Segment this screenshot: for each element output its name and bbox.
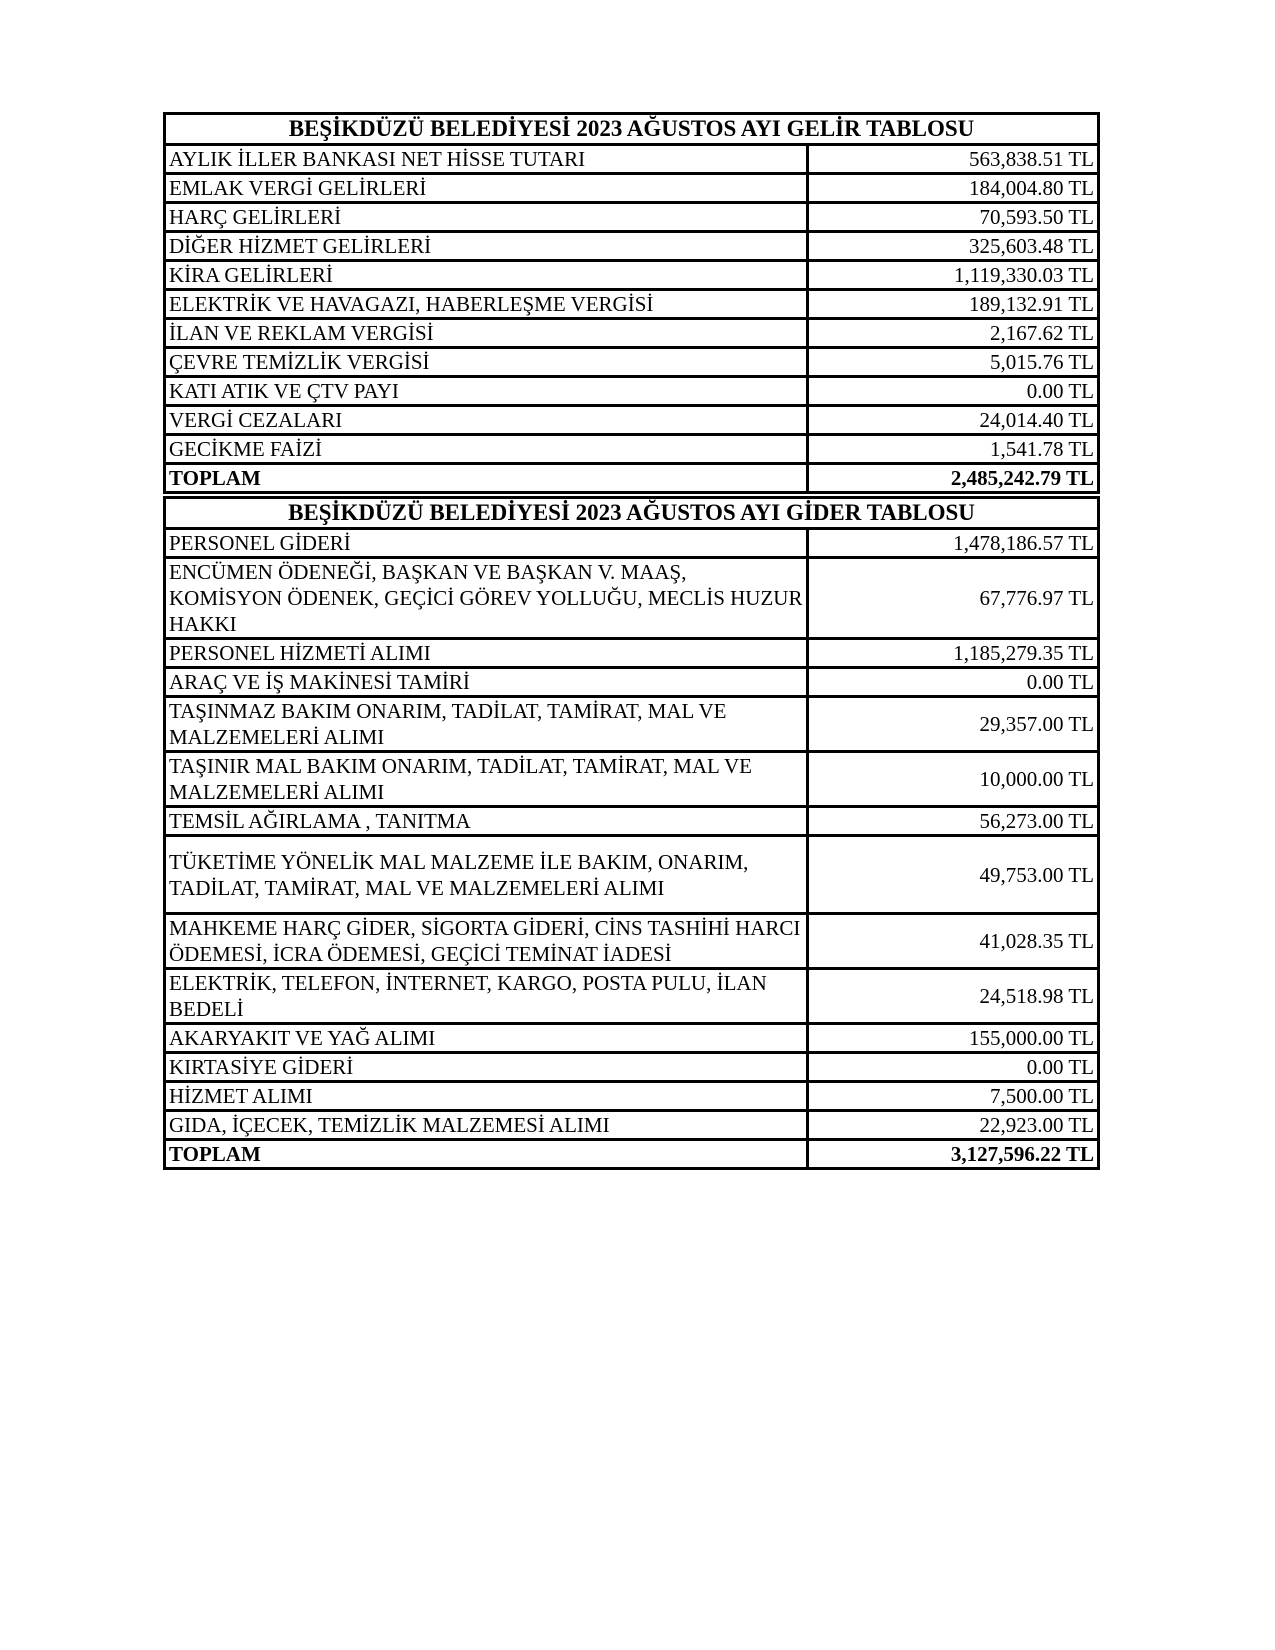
expense-row	[165, 836, 1099, 914]
expense-row	[165, 1053, 1099, 1082]
income-row	[165, 319, 1099, 348]
income-row	[165, 290, 1099, 319]
income-row-label: KATI ATIK VE ÇTV PAYI	[165, 377, 808, 406]
expense-table-body	[165, 529, 1099, 1140]
expense-row-amount: 29,357.00 TL	[808, 697, 1099, 752]
income-row-amount: 70,593.50 TL	[808, 203, 1099, 232]
income-row	[165, 232, 1099, 261]
expense-row-label: TÜKETİME YÖNELİK MAL MALZEME İLE BAKIM, ONARIM, TADİLAT, TAMİRAT, MAL VE MALZEMELERİ ALIMI	[165, 836, 808, 914]
income-row-label: EMLAK VERGİ GELİRLERİ	[165, 174, 808, 203]
expense-row	[165, 1082, 1099, 1111]
income-total-row	[165, 464, 1099, 493]
income-total-amount: 2,485,242.79 TL	[808, 464, 1099, 493]
expense-row-label: GIDA, İÇECEK, TEMİZLİK MALZEMESİ ALIMI	[165, 1111, 808, 1140]
expense-table-title: BEŞİKDÜZÜ BELEDİYESİ 2023 AĞUSTOS AYI GİDER TABLOSU	[165, 498, 1099, 529]
expense-row-label: KIRTASİYE GİDERİ	[165, 1053, 808, 1082]
expense-row	[165, 914, 1099, 969]
income-row-label: ELEKTRİK VE HAVAGAZI, HABERLEŞME VERGİSİ	[165, 290, 808, 319]
income-total-label: TOPLAM	[165, 464, 808, 493]
expense-row-amount: 67,776.97 TL	[808, 558, 1099, 639]
expense-row-amount: 10,000.00 TL	[808, 752, 1099, 807]
income-row-amount: 189,132.91 TL	[808, 290, 1099, 319]
expense-total-row	[165, 1140, 1099, 1169]
expense-row	[165, 807, 1099, 836]
expense-row-amount: 56,273.00 TL	[808, 807, 1099, 836]
income-row-amount: 563,838.51 TL	[808, 145, 1099, 174]
income-row-label: HARÇ GELİRLERİ	[165, 203, 808, 232]
expense-row-amount: 7,500.00 TL	[808, 1082, 1099, 1111]
expense-row-amount: 0.00 TL	[808, 668, 1099, 697]
income-row-amount: 1,119,330.03 TL	[808, 261, 1099, 290]
income-row	[165, 145, 1099, 174]
expense-row	[165, 1111, 1099, 1140]
expense-table-header	[165, 498, 1099, 529]
income-row	[165, 261, 1099, 290]
expense-total-label: TOPLAM	[165, 1140, 808, 1169]
expense-row-label: TAŞINIR MAL BAKIM ONARIM, TADİLAT, TAMİRAT, MAL VE MALZEMELERİ ALIMI	[165, 752, 808, 807]
income-table-body	[165, 145, 1099, 464]
income-row-label: KİRA GELİRLERİ	[165, 261, 808, 290]
expense-row-label: TEMSİL AĞIRLAMA , TANITMA	[165, 807, 808, 836]
expense-row	[165, 668, 1099, 697]
expense-table	[163, 496, 1100, 1170]
income-row-amount: 24,014.40 TL	[808, 406, 1099, 435]
income-row-amount: 2,167.62 TL	[808, 319, 1099, 348]
expense-row-amount: 155,000.00 TL	[808, 1024, 1099, 1053]
expense-row-label: ELEKTRİK, TELEFON, İNTERNET, KARGO, POSTA PULU, İLAN BEDELİ	[165, 969, 808, 1024]
expense-row-label: ARAÇ VE İŞ MAKİNESİ TAMİRİ	[165, 668, 808, 697]
expense-row-amount: 41,028.35 TL	[808, 914, 1099, 969]
income-table-header	[165, 114, 1099, 145]
income-row-amount: 1,541.78 TL	[808, 435, 1099, 464]
expense-total-amount: 3,127,596.22 TL	[808, 1140, 1099, 1169]
expense-row	[165, 639, 1099, 668]
expense-row-label: HİZMET ALIMI	[165, 1082, 808, 1111]
income-table-title: BEŞİKDÜZÜ BELEDİYESİ 2023 AĞUSTOS AYI GELİR TABLOSU	[165, 114, 1099, 145]
income-row	[165, 203, 1099, 232]
income-row	[165, 406, 1099, 435]
income-table	[163, 112, 1100, 494]
income-row-label: DİĞER HİZMET GELİRLERİ	[165, 232, 808, 261]
income-row-label: AYLIK İLLER BANKASI NET HİSSE TUTARI	[165, 145, 808, 174]
income-row-amount: 0.00 TL	[808, 377, 1099, 406]
income-row-amount: 325,603.48 TL	[808, 232, 1099, 261]
income-row-amount: 184,004.80 TL	[808, 174, 1099, 203]
income-row	[165, 435, 1099, 464]
income-row	[165, 174, 1099, 203]
expense-row-label: PERSONEL GİDERİ	[165, 529, 808, 558]
expense-row-amount: 24,518.98 TL	[808, 969, 1099, 1024]
expense-row-label: TAŞINMAZ BAKIM ONARIM, TADİLAT, TAMİRAT, MAL VE MALZEMELERİ ALIMI	[165, 697, 808, 752]
expense-row	[165, 529, 1099, 558]
expense-row-label: MAHKEME HARÇ GİDER, SİGORTA GİDERİ, CİNS TASHİHİ HARCI ÖDEMESİ, İCRA ÖDEMESİ, GEÇİCİ TEMİNAT İADESİ	[165, 914, 808, 969]
income-row-amount: 5,015.76 TL	[808, 348, 1099, 377]
income-row-label: GECİKME FAİZİ	[165, 435, 808, 464]
expense-row-amount: 0.00 TL	[808, 1053, 1099, 1082]
expense-row-label: ENCÜMEN ÖDENEĞİ, BAŞKAN VE BAŞKAN V. MAAŞ, KOMİSYON ÖDENEK, GEÇİCİ GÖREV YOLLUĞU, MECLİS HUZUR HAKKI	[165, 558, 808, 639]
expense-row-label: AKARYAKIT VE YAĞ ALIMI	[165, 1024, 808, 1053]
income-row	[165, 348, 1099, 377]
expense-row-amount: 1,185,279.35 TL	[808, 639, 1099, 668]
expense-row	[165, 1024, 1099, 1053]
income-row-label: ÇEVRE TEMİZLİK VERGİSİ	[165, 348, 808, 377]
expense-row-amount: 1,478,186.57 TL	[808, 529, 1099, 558]
expense-row	[165, 752, 1099, 807]
expense-row-amount: 22,923.00 TL	[808, 1111, 1099, 1140]
income-row-label: VERGİ CEZALARI	[165, 406, 808, 435]
expense-row	[165, 969, 1099, 1024]
expense-row-amount: 49,753.00 TL	[808, 836, 1099, 914]
income-row-label: İLAN VE REKLAM VERGİSİ	[165, 319, 808, 348]
expense-row	[165, 558, 1099, 639]
expense-row-label: PERSONEL HİZMETİ ALIMI	[165, 639, 808, 668]
income-row	[165, 377, 1099, 406]
expense-row	[165, 697, 1099, 752]
